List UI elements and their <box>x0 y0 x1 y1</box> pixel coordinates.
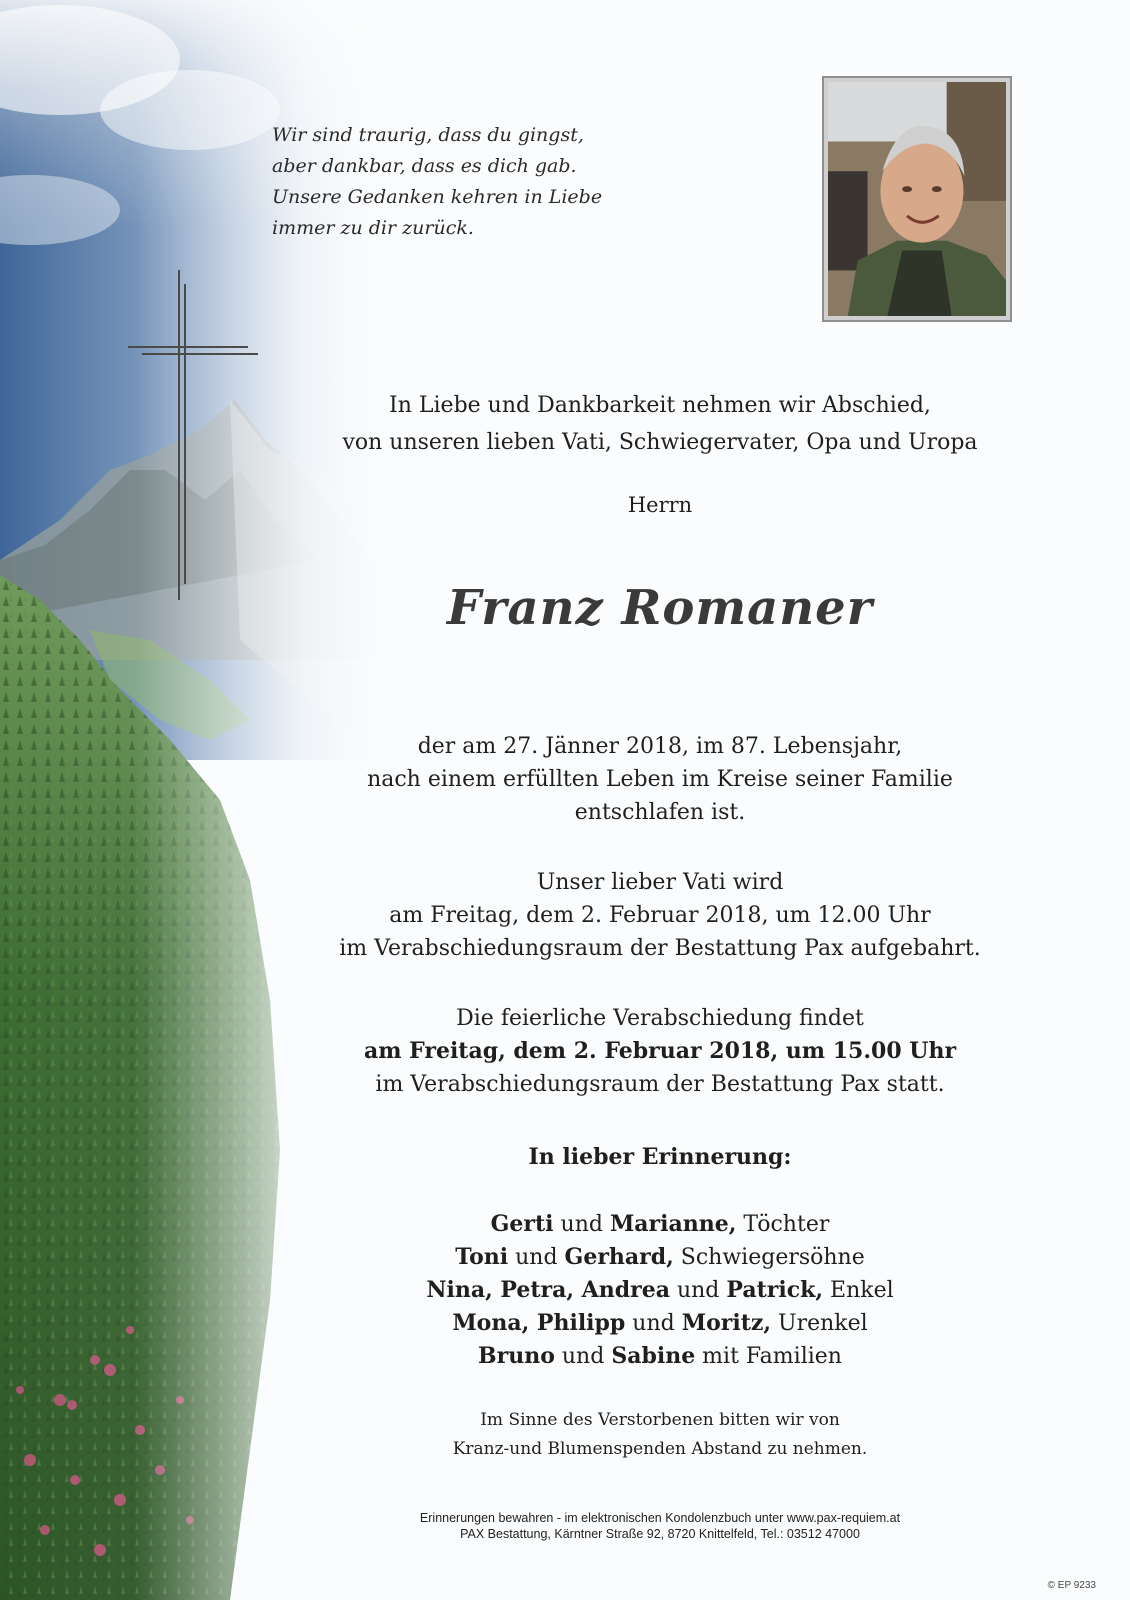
salutation: Herrn <box>627 493 693 517</box>
viewing-line: im Verabschiedungsraum der Bestattung Pax aufgebahrt. <box>339 936 981 961</box>
memorial-quote <box>272 120 692 244</box>
deceased-name: Franz Romaner <box>446 580 873 636</box>
intro-line: In Liebe und Dankbarkeit nehmen wir Abschied, <box>389 393 931 418</box>
family-names: Moritz, <box>681 1310 772 1336</box>
quote-line: Wir sind traurig, dass du gingst, <box>272 124 584 146</box>
family-names: Mona, Philipp <box>452 1310 626 1336</box>
ceremony-notice <box>320 1002 1000 1101</box>
family-line <box>320 1208 1000 1241</box>
viewing-notice <box>320 866 1000 965</box>
family-relation: Schwiegersöhne <box>673 1245 865 1270</box>
ceremony-date: am Freitag, dem 2. Februar 2018, um 15.00 Uhr <box>363 1038 957 1064</box>
request-line: Im Sinne des Verstorbenen bitten wir von <box>480 1410 840 1430</box>
ceremony-line: im Verabschiedungsraum der Bestattung Pax statt. <box>375 1072 945 1097</box>
memory-title: In lieber Erinnerung: <box>528 1144 792 1170</box>
family-line <box>320 1340 1000 1373</box>
family-connector: und <box>554 1344 612 1369</box>
family-connector: und <box>669 1278 727 1303</box>
intro-line: von unseren lieben Vati, Schwiegervater, Opa und Uropa <box>342 430 978 455</box>
death-notice-line: der am 27. Jänner 2018, im 87. Lebensjahr, <box>417 734 903 759</box>
family-names: Gerhard, <box>564 1244 674 1270</box>
farewell-intro <box>320 387 1000 461</box>
quote-line: aber dankbar, dass es dich gab. <box>272 155 577 177</box>
family-line <box>320 1241 1000 1274</box>
cross-icon <box>128 270 258 600</box>
donation-request <box>320 1406 1000 1464</box>
ceremony-line: Die feierliche Verabschiedung findet <box>456 1006 864 1031</box>
family-names: Marianne, <box>609 1211 737 1237</box>
family-list <box>320 1208 1000 1373</box>
death-notice-line: entschlafen ist. <box>574 800 746 825</box>
family-names: Nina, Petra, Andrea <box>426 1277 670 1303</box>
viewing-line: am Freitag, dem 2. Februar 2018, um 12.00 Uhr <box>389 903 931 928</box>
portrait-photo-frame <box>822 76 1012 322</box>
family-relation: Urenkel <box>771 1311 868 1336</box>
family-names: Sabine <box>611 1343 696 1369</box>
family-connector: und <box>553 1212 610 1237</box>
family-connector: und <box>508 1245 565 1270</box>
family-relation: mit Familien <box>695 1344 842 1369</box>
family-connector: und <box>625 1311 682 1336</box>
viewing-line: Unser lieber Vati wird <box>536 870 784 895</box>
product-code: © EP 9233 <box>1047 1580 1096 1591</box>
death-notice <box>320 730 1000 829</box>
family-relation: Töchter <box>736 1212 830 1237</box>
footer-address-line: PAX Bestattung, Kärntner Straße 92, 8720 Knittelfeld, Tel.: 03512 47000 <box>460 1527 860 1541</box>
family-relation: Enkel <box>823 1278 894 1303</box>
family-names: Toni <box>455 1244 509 1270</box>
family-names: Patrick, <box>726 1277 824 1303</box>
family-names: Bruno <box>478 1343 555 1369</box>
request-line: Kranz-und Blumenspenden Abstand zu nehmen. <box>452 1439 868 1459</box>
portrait-photo <box>828 82 1006 316</box>
family-line <box>320 1307 1000 1340</box>
footer-condolence-line: Erinnerungen bewahren - im elektronischen Kondolenzbuch unter www.pax-requiem.at <box>419 1511 901 1525</box>
family-line <box>320 1274 1000 1307</box>
family-names: Gerti <box>490 1211 554 1237</box>
quote-line: Unsere Gedanken kehren in Liebe <box>272 186 603 208</box>
death-notice-line: nach einem erfüllten Leben im Kreise seiner Familie <box>367 767 953 792</box>
quote-line: immer zu dir zurück. <box>272 217 474 239</box>
footer <box>320 1510 1000 1542</box>
